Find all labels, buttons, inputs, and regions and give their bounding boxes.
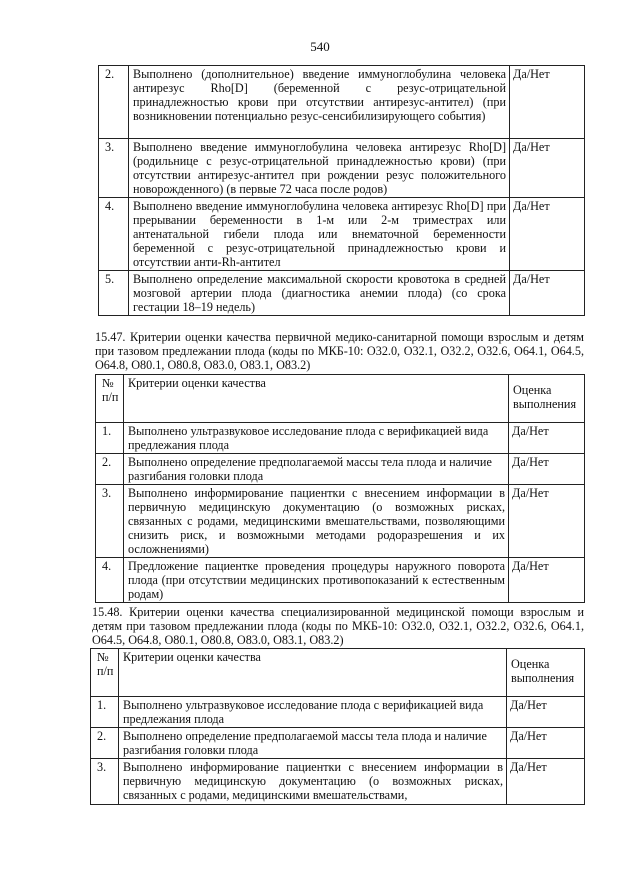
assessment-value: Да/Нет [507, 697, 585, 728]
criterion-text: Выполнено (дополнительное) введение иммуноглобулина человека антирезус Rho[D] (беременной с резус-отрицательной принадлежностью крови при отсутствии антирезус-антител) (при возникновении потенциально резус-сенсибилизирующего события) [129, 66, 510, 139]
criterion-text: Выполнено ультразвуковое исследование плода с верификацией вида предлежания плода [124, 423, 509, 454]
section-title-15-47: 15.47. Критерии оценки качества первичной медико-санитарной помощи взрослым и детям при тазовом предлежании плода (коды по МКБ-10: O32.0, O32.1, O32.2, O32.6, O64.1, O64.5, O64.8, O80.1, O80.8, O83.0, O83.1, O83.2) [95, 330, 584, 372]
table-row [96, 485, 585, 558]
table-row [91, 759, 585, 805]
table-row [99, 66, 585, 139]
column-header-number: № п/п [96, 375, 124, 423]
row-number: 5. [99, 271, 129, 316]
column-header-criteria: Критерии оценки качества [119, 649, 507, 697]
table-header-row [96, 375, 585, 423]
table-row [96, 454, 585, 485]
criterion-text: Выполнено информирование пациентки с внесением информации в первичную медицинскую документацию (о возможных рисках, связанных с родами, медицинскими вмешательствами, позволяющими снизить риск, и возможными методами родоразрешения и их осложнениями) [124, 485, 509, 558]
table-row [96, 423, 585, 454]
assessment-value: Да/Нет [510, 271, 585, 316]
page-number: 540 [310, 39, 330, 54]
row-number: 2. [96, 454, 124, 485]
column-header-assessment: Оценка выполнения [507, 649, 585, 697]
table-row [99, 139, 585, 198]
criterion-text: Предложение пациентке проведения процедуры наружного поворота плода (при отсутствии медицинских противопоказаний к естественным родам) [124, 558, 509, 603]
criterion-text: Выполнено введение иммуноглобулина человека антирезус Rho[D] при прерывании беременности в 1-м или 2-м триместрах или антенатальной гибели плода или внематочной беременности беременной с резус-отрицательной принадлежностью крови и отсутствии анти-Rh-антител [129, 198, 510, 271]
assessment-value: Да/Нет [509, 558, 585, 603]
assessment-value: Да/Нет [510, 66, 585, 139]
row-number: 1. [96, 423, 124, 454]
row-number: 1. [91, 697, 119, 728]
assessment-value: Да/Нет [507, 728, 585, 759]
criterion-text: Выполнено введение иммуноглобулина человека антирезус Rho[D] (родильнице с резус-отрицательной принадлежностью крови) (при отсутствии антирезус-антител при рождении резус положительного новорожденного) (в первые 72 часа после родов) [129, 139, 510, 198]
column-header-number: № п/п [91, 649, 119, 697]
row-number: 3. [91, 759, 119, 805]
table-header-row [91, 649, 585, 697]
criteria-table-15-47 [95, 374, 585, 603]
criteria-table-continued [98, 65, 585, 316]
assessment-value: Да/Нет [509, 423, 585, 454]
section-title-15-48: 15.48. Критерии оценки качества специализированной медицинской помощи взрослым и детям при тазовом предлежании плода (коды по МКБ-10: O32.0, O32.1, O32.2, O32.6, O64.1, O64.5, O64.8, O80.1, O80.8, O83.0, O83.1, O83.2) [92, 605, 584, 647]
criterion-text: Выполнено определение максимальной скорости кровотока в средней мозговой артерии плода (диагностика анемии плода) (со срока гестации 18–19 недель) [129, 271, 510, 316]
table-row [96, 558, 585, 603]
criterion-text: Выполнено определение предполагаемой массы тела плода и наличие разгибания головки плода [124, 454, 509, 485]
criterion-text: Выполнено информирование пациентки с внесением информации в первичную медицинскую документацию (о возможных рисках, связанных с родами, медицинскими вмешательствами, [119, 759, 507, 805]
criterion-text: Выполнено определение предполагаемой массы тела плода и наличие разгибания головки плода [119, 728, 507, 759]
table-row [99, 271, 585, 316]
row-number: 4. [96, 558, 124, 603]
assessment-value: Да/Нет [507, 759, 585, 805]
assessment-value: Да/Нет [509, 454, 585, 485]
row-number: 3. [99, 139, 129, 198]
row-number: 3. [96, 485, 124, 558]
assessment-value: Да/Нет [509, 485, 585, 558]
assessment-value: Да/Нет [510, 139, 585, 198]
table-row [91, 728, 585, 759]
criterion-text: Выполнено ультразвуковое исследование плода с верификацией вида предлежания плода [119, 697, 507, 728]
column-header-assessment: Оценка выполнения [509, 375, 585, 423]
row-number: 4. [99, 198, 129, 271]
assessment-value: Да/Нет [510, 198, 585, 271]
criteria-table-15-48 [90, 648, 585, 805]
row-number: 2. [91, 728, 119, 759]
row-number: 2. [99, 66, 129, 139]
table-row [91, 697, 585, 728]
column-header-criteria: Критерии оценки качества [124, 375, 509, 423]
table-row [99, 198, 585, 271]
